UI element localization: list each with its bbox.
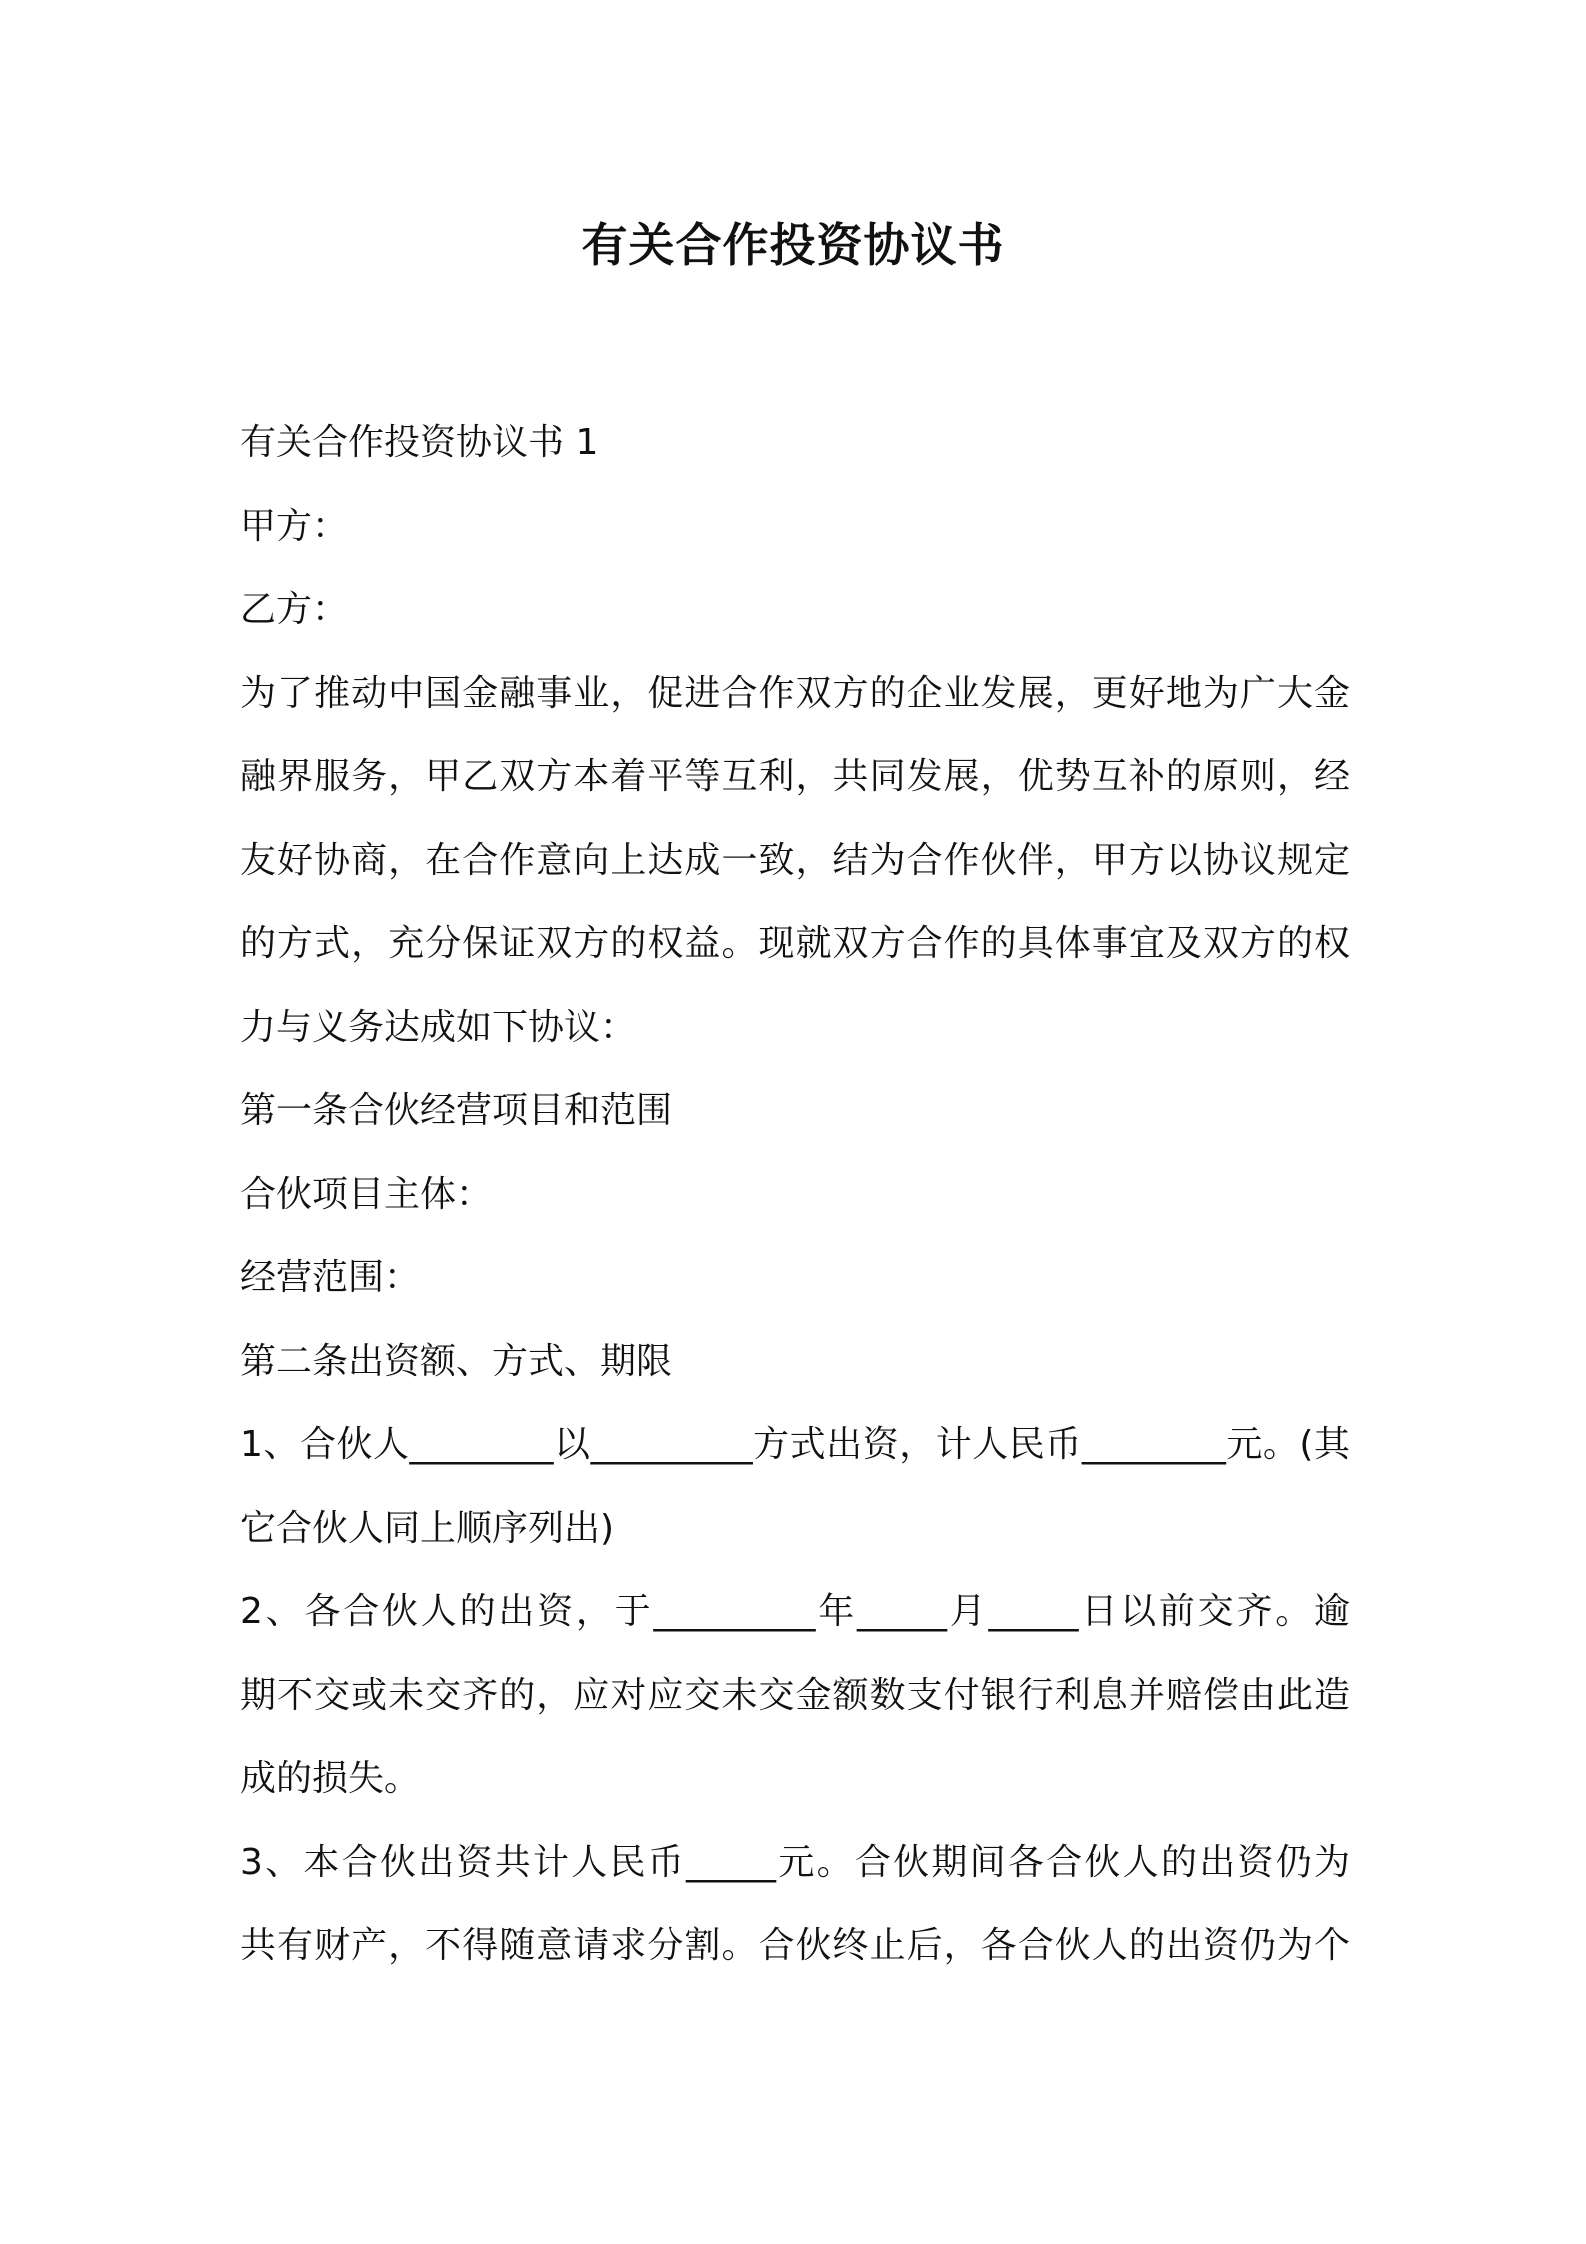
paragraph-line: 合伙项目主体：	[240, 1173, 493, 1215]
paragraph-line: 为了推动中国金融事业，促进合作双方的企业发展，更好地为广大金	[240, 672, 1350, 714]
paragraph-line: 2、各合伙人的出资，于_________年_____月_____日以前交齐。逾	[240, 1591, 1350, 1632]
paragraph-line: 1、合伙人________以_________方式出资，计人民币________元。(其	[240, 1424, 1350, 1465]
document-body	[240, 401, 1350, 1988]
article-heading: 第一条合伙经营项目和范围	[240, 1090, 673, 1131]
paragraph-line: 力与义务达成如下协议：	[240, 1006, 637, 1048]
subtitle-line: 有关合作投资协议书 1	[240, 422, 599, 463]
paragraph-line: 友好协商，在合作意向上达成一致，结为合作伙伴，甲方以协议规定	[240, 839, 1350, 881]
paragraph-line: 它合伙人同上顺序列出)	[240, 1507, 615, 1549]
paragraph-line: 3、本合伙出资共计人民币_____元。合伙期间各合伙人的出资仍为	[240, 1841, 1350, 1883]
article-heading: 第二条出资额、方式、期限	[240, 1340, 673, 1382]
paragraph-line: 的方式，充分保证双方的权益。现就双方合作的具体事宜及双方的权	[240, 923, 1350, 964]
paragraph-line: 经营范围：	[240, 1257, 421, 1298]
paragraph-line: 期不交或未交齐的，应对应交未交金额数支付银行利息并赔偿由此造	[240, 1674, 1350, 1716]
document-title: 有关合作投资协议书	[581, 218, 1005, 272]
paragraph-line: 共有财产，不得随意请求分割。合伙终止后，各合伙人的出资仍为个	[240, 1925, 1350, 1966]
paragraph-line: 融界服务，甲乙双方本着平等互利，共同发展，优势互补的原则，经	[240, 756, 1350, 797]
party-a-line: 甲方：	[240, 505, 349, 547]
paragraph-line: 成的损失。	[240, 1758, 421, 1799]
party-b-line: 乙方：	[240, 589, 349, 630]
